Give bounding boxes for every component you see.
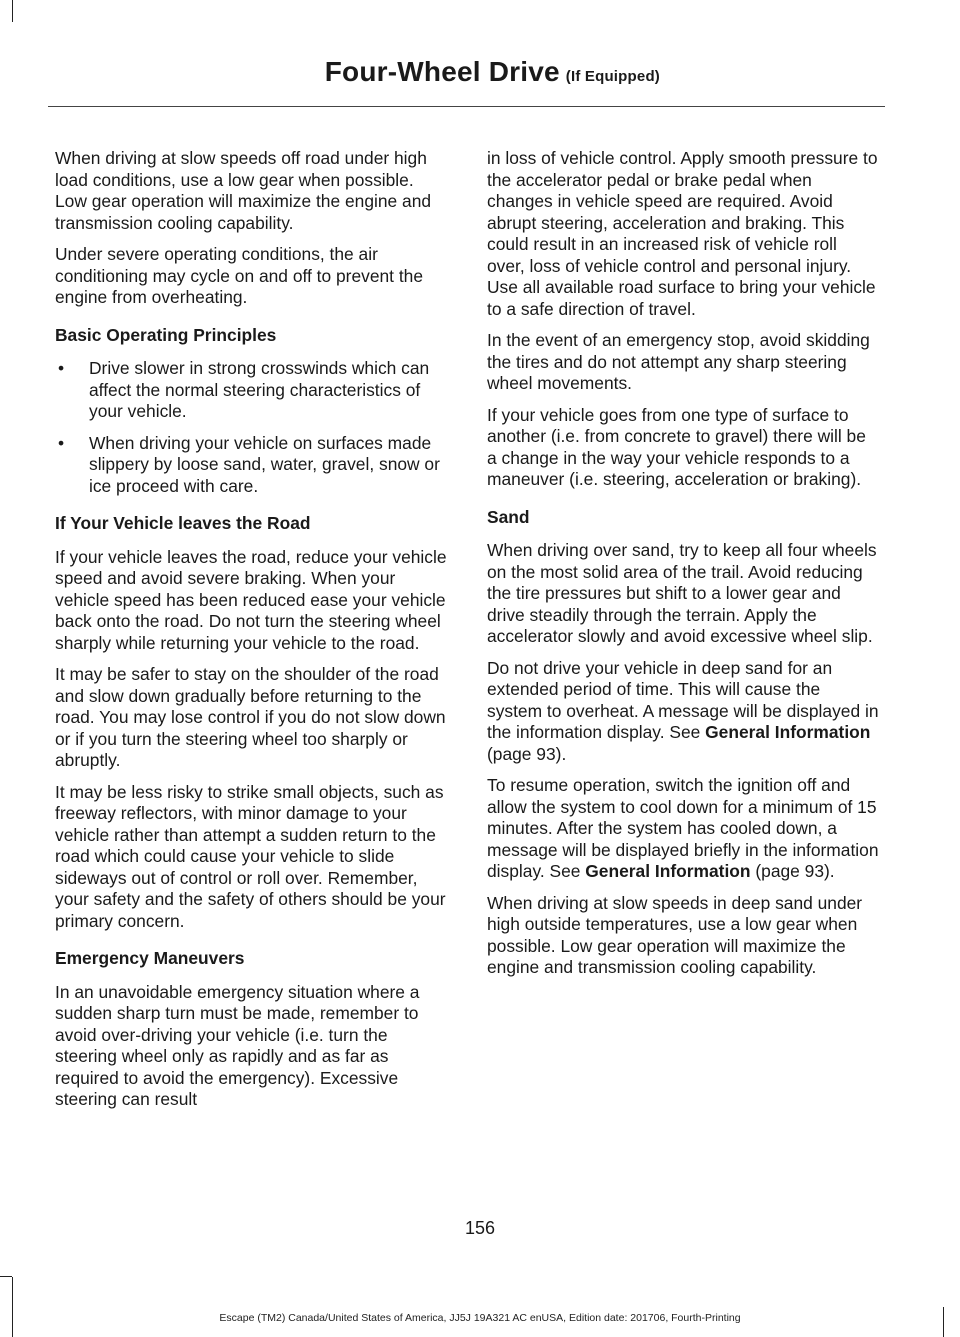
page-header: [325, 56, 660, 88]
section-heading-vehicle-leaves-road: If Your Vehicle leaves the Road: [55, 513, 311, 533]
page-number: 156: [464, 1218, 496, 1238]
crop-mark-top-left: [12, 0, 13, 22]
list-item-text: When driving your vehicle on surfaces made slippery by loose sand, water, gravel, snow or ice proceed with care.: [89, 432, 440, 496]
header-divider: [48, 106, 885, 107]
page-reference: (page 93).: [750, 861, 835, 881]
left-column: [55, 148, 447, 1121]
paragraph: In the event of an emergency stop, avoid skidding the tires and do not attempt any sharp steering wheel movements.: [487, 330, 870, 393]
paragraph-with-reference: [487, 658, 879, 766]
bullet-list: [55, 358, 447, 497]
paragraph-text: Do not drive your vehicle in deep sand for an extended period of time. This will cause the system to overheat. A message will be displayed in the information display. See: [487, 657, 879, 742]
paragraph: When driving at slow speeds off road under high load conditions, use a low gear when possible. Low gear operation will maximize the engine and transmission cooling capability.: [55, 148, 432, 233]
list-item: [55, 433, 447, 498]
list-item: [55, 358, 447, 423]
page-title: Four-Wheel Drive: [324, 56, 560, 87]
section-heading-sand: Sand: [487, 506, 530, 527]
bullet-glyph: •: [58, 432, 65, 453]
paragraph: It may be safer to stay on the shoulder of the road and slow down gradually before returning to the road. You may lose control if you do not slow down or if you turn the steering wheel too sharply or abruptly.: [55, 664, 446, 770]
section-heading-emergency-maneuvers: Emergency Maneuvers: [55, 948, 245, 968]
bullet-glyph: •: [58, 358, 65, 378]
cross-reference-link[interactable]: General Information: [585, 861, 751, 881]
list-item-text: Drive slower in strong crosswinds which can affect the normal steering characteristics of your vehicle.: [89, 358, 430, 421]
page-subtitle: (If Equipped): [565, 68, 660, 85]
edition-footer: Escape (TM2) Canada/United States of America, JJ5J 19A321 AC enUSA, Edition date: 201706, Fourth-Printing: [219, 1312, 741, 1324]
paragraph: If your vehicle leaves the road, reduce your vehicle speed and avoid severe braking. When your vehicle speed has been reduced ease your vehicle back onto the road. Do not turn the steering wheel sharply while returning your vehicle to the road.: [55, 546, 447, 653]
cross-reference-link[interactable]: General Information: [705, 722, 871, 742]
crop-mark-bottom-left: [12, 1277, 13, 1337]
paragraph: It may be less risky to strike small objects, such as freeway reflectors, with minor damage to your vehicle rather than attempt a sudden return to the road which could cause your vehicle to slide sideways out of control or roll over. Remember, your safety and the safety of others should be your primary concern.: [55, 781, 446, 931]
paragraph-with-reference: [487, 775, 879, 883]
section-heading-basic-operating-principles: Basic Operating Principles: [55, 324, 277, 345]
paragraph: in loss of vehicle control. Apply smooth pressure to the accelerator pedal or brake pedal when changes in vehicle speed are required. Avoid abrupt steering, acceleration and braking. This could result in an increased risk of vehicle roll over, loss of vehicle control and personal injury. Use all available road surface to bring your vehicle to a safe direction of travel.: [487, 148, 878, 319]
paragraph-text: To resume operation, switch the ignition off and allow the system to cool down for a minimum of 15 minutes. After the system has cooled down, a message will be displayed briefly in the information display. See: [487, 775, 879, 881]
right-column: [487, 148, 879, 989]
paragraph: When driving over sand, try to keep all four wheels on the most solid area of the trail. Avoid reducing the tire pressures but shift to a lower gear and drive steadily through the terrain. Apply the accelerator slowly and avoid excessive wheel slip.: [487, 540, 877, 646]
page-reference: (page 93).: [487, 743, 567, 764]
crop-mark-bottom-left-horizontal: [0, 1276, 12, 1277]
paragraph: Under severe operating conditions, the air conditioning may cycle on and off to prevent the engine from overheating.: [55, 244, 424, 307]
paragraph: In an unavoidable emergency situation where a sudden sharp turn must be made, remember to avoid over-driving your vehicle (i.e. turn the steering wheel only as rapidly and as far as required to avoid the emergency). Excessive steering can result: [55, 981, 420, 1109]
paragraph: When driving at slow speeds in deep sand under high outside temperatures, use a low gear when possible. Low gear operation will maximize the engine and transmission cooling capability.: [487, 892, 863, 977]
paragraph: If your vehicle goes from one type of surface to another (i.e. from concrete to gravel) there will be a change in the way your vehicle responds to a maneuver (i.e. steering, acceleration or braking).: [487, 404, 866, 489]
